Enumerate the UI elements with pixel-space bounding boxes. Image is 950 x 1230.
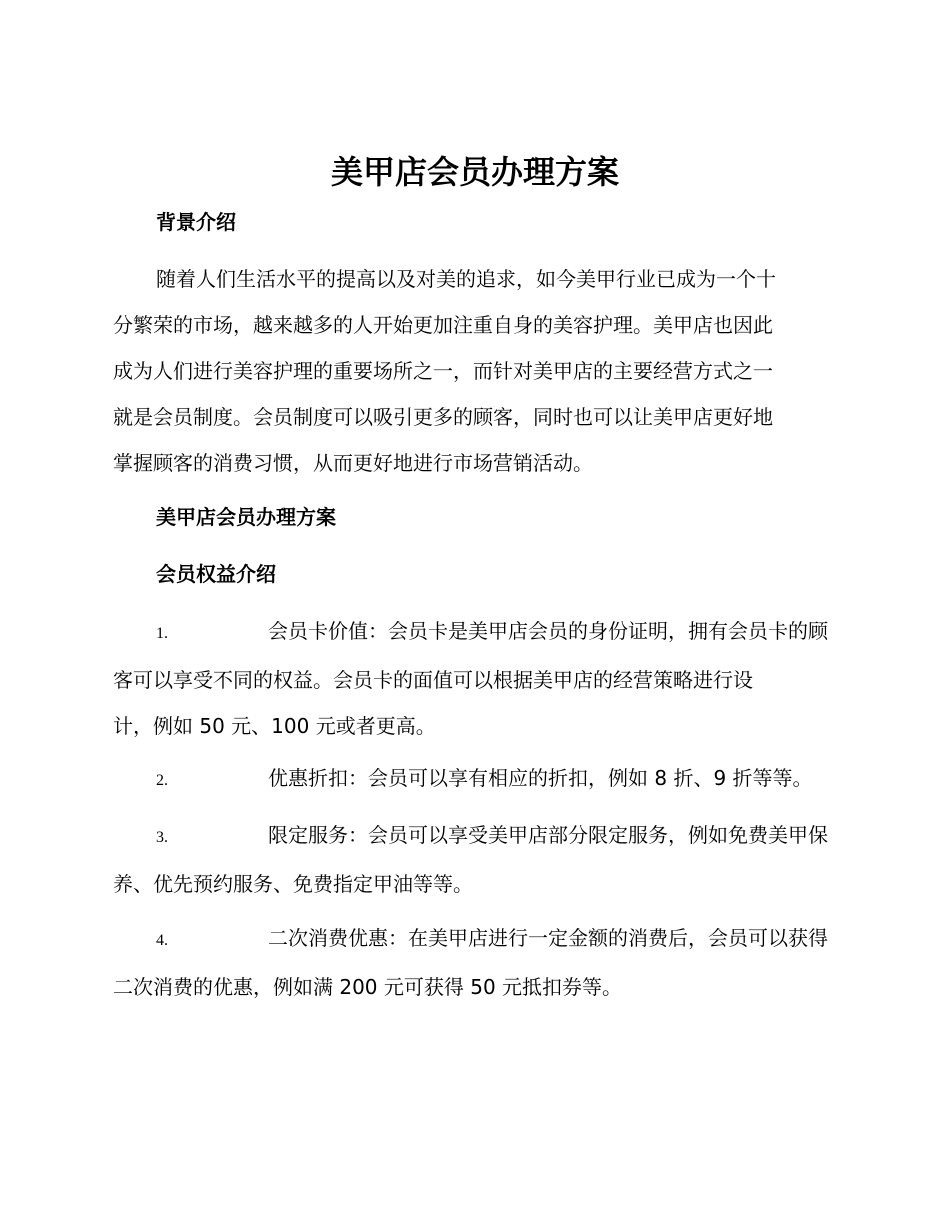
list-item-benefit-4	[113, 915, 838, 1010]
paragraph-line: 就是会员制度。会员制度可以吸引更多的顾客，同时也可以让美甲店更好地	[113, 405, 773, 429]
list-item-number: 3.	[156, 829, 168, 846]
paragraph-line: 随着人们生活水平的提高以及对美的追求，如今美甲行业已成为一个十	[156, 267, 776, 291]
paragraph-line: 成为人们进行美容护理的重要场所之一，而针对美甲店的主要经营方式之一	[113, 359, 773, 383]
heading-benefits: 会员权益介绍	[156, 562, 276, 586]
list-item-text: 优惠折扣：会员可以享有相应的折扣，例如 8 折、9 折等等。	[268, 766, 813, 790]
list-item-benefit-2	[113, 755, 838, 804]
list-item-number: 1.	[156, 625, 168, 642]
paragraph-line: 掌握顾客的消费习惯，从而更好地进行市场营销活动。	[113, 451, 593, 475]
list-item-text: 计，例如 50 元、100 元或者更高。	[113, 714, 436, 738]
list-item-text: 二次消费的优惠，例如满 200 元可获得 50 元抵扣券等。	[113, 975, 623, 999]
heading-background: 背景介绍	[156, 210, 236, 234]
paragraph-line: 分繁荣的市场，越来越多的人开始更加注重自身的美容护理。美甲店也因此	[113, 313, 773, 337]
list-item-number: 4.	[156, 932, 168, 949]
list-item-text: 限定服务：会员可以享受美甲店部分限定服务，例如免费美甲保	[268, 823, 828, 847]
heading-plan: 美甲店会员办理方案	[156, 505, 336, 529]
list-item-number: 2.	[156, 772, 168, 789]
list-item-text: 二次消费优惠：在美甲店进行一定金额的消费后，会员可以获得	[268, 926, 828, 950]
list-item-text: 会员卡价值：会员卡是美甲店会员的身份证明，拥有会员卡的顾	[268, 619, 828, 643]
list-item-benefit-1	[113, 608, 838, 749]
paragraph-background	[113, 256, 838, 486]
list-item-text: 养、优先预约服务、免费指定甲油等等。	[113, 872, 473, 896]
list-item-text: 客可以享受不同的权益。会员卡的面值可以根据美甲店的经营策略进行设	[113, 668, 753, 692]
document-title: 美甲店会员办理方案	[330, 153, 619, 191]
list-item-benefit-3	[113, 812, 838, 907]
